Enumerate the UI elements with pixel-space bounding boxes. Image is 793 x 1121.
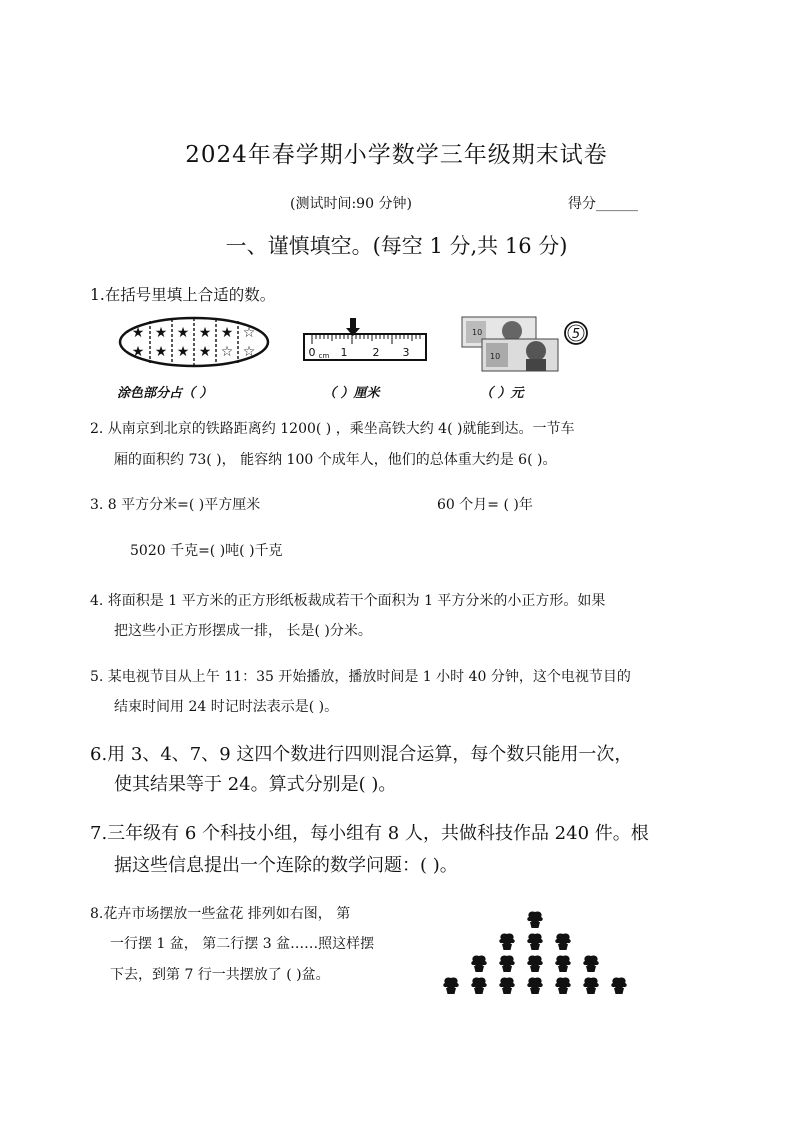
star-r1-c5: ★	[220, 325, 234, 341]
section-heading-1: 一、谨慎填空。(每空 1 分,共 16 分)	[225, 234, 568, 258]
flower-pot-icon	[499, 977, 514, 994]
star-r1-c1: ★	[131, 325, 145, 341]
ruler-figure	[302, 316, 428, 362]
flower-pot-icon	[611, 977, 626, 994]
caption-amount-yuan: （ ）元	[480, 386, 524, 401]
star-r1-c2: ★	[154, 325, 168, 341]
flower-pot-icon	[527, 933, 542, 950]
banknote-icon	[482, 339, 558, 371]
ruler-tick-2: 2	[372, 346, 380, 359]
banknote-value-2: 10	[490, 352, 501, 361]
question-7-line-1: 7.三年级有 6 个科技小组，每小组有 8 人，共做科技作品 240 件。根	[90, 823, 649, 844]
flower-pot-icon	[471, 977, 486, 994]
flower-pot-icon	[555, 955, 570, 972]
question-8-line-3: 下去，到第 7 行一共摆放了 ( )盆。	[110, 967, 330, 983]
star-r2-c1: ★	[131, 344, 145, 360]
star-r1-c3: ★	[176, 325, 190, 341]
question-8-line-2: 一行摆 1 盆， 第二行摆 3 盆……照这样摆	[110, 936, 375, 952]
flower-pot-icon	[527, 955, 542, 972]
flower-pot-icon	[527, 977, 542, 994]
question-5-line-2: 结束时间用 24 时记时法表示是( )。	[114, 699, 339, 715]
flower-pot-pyramid	[432, 906, 638, 1000]
flower-pot-icon	[555, 933, 570, 950]
star-oval-figure	[118, 316, 270, 368]
flower-pot-icon	[583, 955, 598, 972]
money-figure	[460, 313, 592, 375]
question-2-line-1: 2. 从南京到北京的铁路距离约 1200( ) ，乘坐高铁大约 4( )就能到达。一节车	[90, 421, 575, 437]
star-r2-c6: ☆	[242, 344, 256, 360]
ruler-tick-0: 0	[308, 346, 316, 359]
question-6-line-1: 6.用 3、4、7、9 这四个数进行四则混合运算，每个数只能用一次，	[90, 744, 633, 765]
coin-value: 5	[571, 327, 581, 342]
question-5-line-1: 5. 某电视节目从上午 11：35 开始播放，播放时间是 1 小时 40 分钟，这个电视节目的	[90, 669, 631, 685]
star-r1-c6: ☆	[242, 325, 256, 341]
question-7-line-2: 据这些信息提出一个连除的数学问题：( )。	[114, 855, 458, 876]
flower-pot-icon	[583, 977, 598, 994]
flower-pot-icon	[499, 955, 514, 972]
question-4-line-1: 4. 将面积是 1 平方米的正方形纸板裁成若干个面积为 1 平方分米的小正方形。如果	[90, 593, 606, 609]
question-1-text: 1.在括号里填上合适的数。	[90, 286, 276, 304]
caption-length-cm: （ ）厘米	[323, 386, 380, 401]
question-6-line-2: 使其结果等于 24。算式分别是( )。	[114, 774, 397, 795]
question-4-line-2: 把这些小正方形摆成一排， 长是( )分米。	[114, 623, 372, 639]
banknote-value-1: 10	[472, 328, 483, 337]
ruler-tick-1: 1	[340, 346, 348, 359]
caption-shaded-fraction: 涂色部分占（ ）	[117, 386, 213, 401]
flower-pot-icon	[527, 911, 542, 928]
star-r2-c3: ★	[176, 344, 190, 360]
question-8-line-1: 8.花卉市场摆放一些盆花 排列如右图， 第	[90, 906, 351, 922]
ruler-unit: cm	[318, 352, 330, 360]
ruler-tick-3: 3	[402, 346, 410, 359]
question-3-part-a: 3. 8 平方分米=( )平方厘米	[90, 497, 261, 513]
star-r2-c5: ☆	[220, 344, 234, 360]
question-3-part-c: 5020 千克=( )吨( )千克	[130, 543, 283, 559]
flower-pot-icon	[499, 933, 514, 950]
question-2-line-2: 厢的面积约 73( )， 能容纳 100 个成年人，他们的总体重大约是 6( )。	[114, 452, 557, 468]
star-r1-c4: ★	[198, 325, 212, 341]
coin-icon	[565, 322, 587, 344]
flower-pot-icon	[471, 955, 486, 972]
flower-pot-icon	[443, 977, 458, 994]
star-r2-c4: ★	[198, 344, 212, 360]
star-r2-c2: ★	[154, 344, 168, 360]
question-3-part-b: 60 个月= ( )年	[437, 497, 533, 513]
page-title: 2024年春学期小学数学三年级期末试卷	[185, 142, 608, 168]
score-field: 得分______	[568, 196, 638, 212]
test-time: (测试时间:90 分钟)	[290, 196, 412, 212]
flower-pot-icon	[555, 977, 570, 994]
